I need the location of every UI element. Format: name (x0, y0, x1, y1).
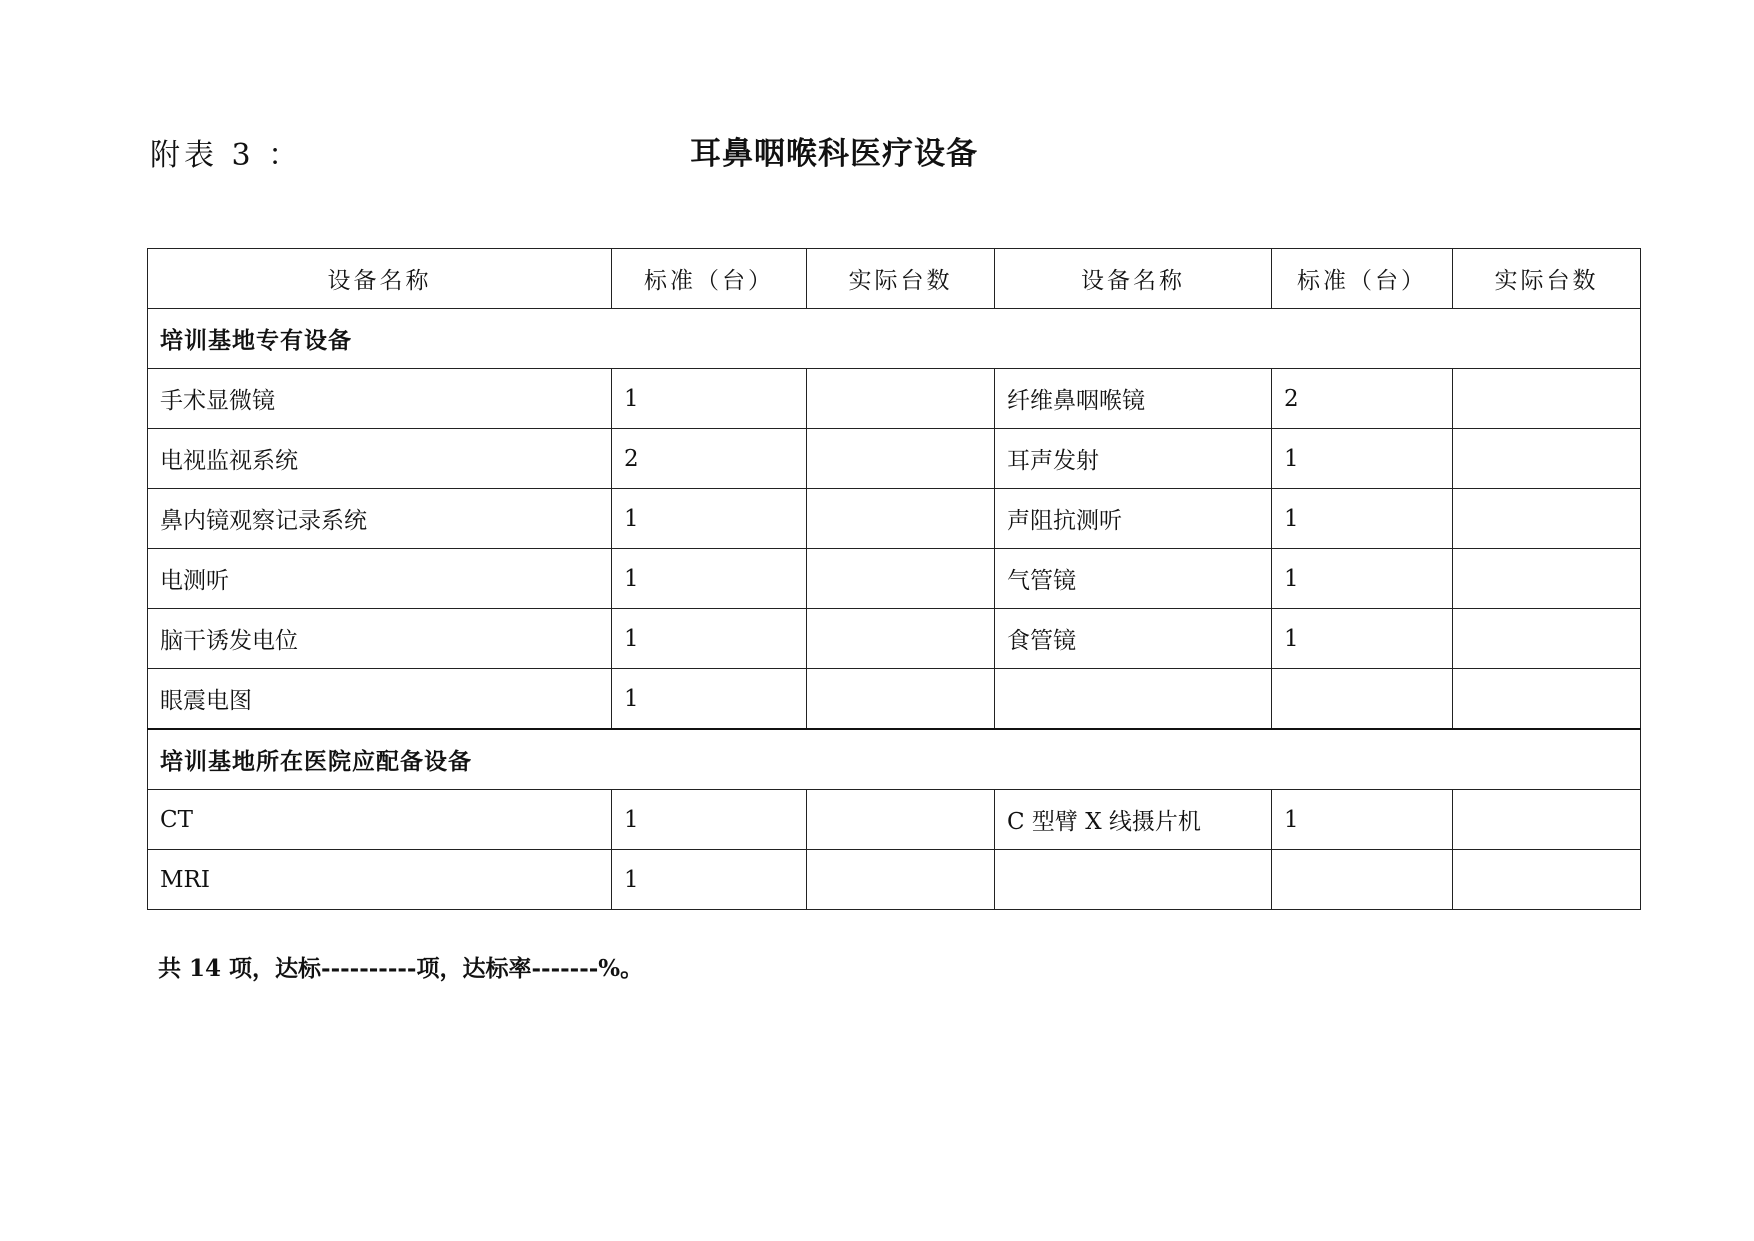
actual-count-cell[interactable] (1453, 669, 1641, 730)
standard-count: 1 (1272, 429, 1453, 489)
equipment-name (995, 850, 1272, 910)
column-header-equipment-name-1: 设备名称 (148, 249, 612, 309)
equipment-name: 纤维鼻咽喉镜 (995, 369, 1272, 429)
column-header-standard-2: 标准（台） (1272, 249, 1453, 309)
table-row (148, 489, 1641, 549)
standard-count: 2 (612, 429, 807, 489)
equipment-name: C 型臂 X 线摄片机 (995, 790, 1272, 850)
standard-count: 1 (612, 790, 807, 850)
actual-count-cell[interactable] (807, 369, 995, 429)
column-header-standard-1: 标准（台） (612, 249, 807, 309)
equipment-name: 耳声发射 (995, 429, 1272, 489)
table-row (148, 790, 1641, 850)
table-row (148, 549, 1641, 609)
equipment-name: MRI (148, 850, 612, 910)
actual-count-cell[interactable] (1453, 489, 1641, 549)
table-row (148, 369, 1641, 429)
equipment-name: 眼震电图 (148, 669, 612, 730)
actual-count-cell[interactable] (807, 669, 995, 730)
actual-count-cell[interactable] (1453, 429, 1641, 489)
actual-count-cell[interactable] (807, 790, 995, 850)
equipment-name (995, 669, 1272, 730)
appendix-label: 附表 3 ： (150, 138, 303, 173)
standard-count: 1 (612, 669, 807, 730)
standard-count: 2 (1272, 369, 1453, 429)
column-header-equipment-name-2: 设备名称 (995, 249, 1272, 309)
equipment-name: 鼻内镜观察记录系统 (148, 489, 612, 549)
standard-count: 1 (1272, 609, 1453, 669)
standard-count: 1 (612, 369, 807, 429)
standard-count: 1 (612, 549, 807, 609)
column-header-actual-count-2: 实际台数 (1453, 249, 1641, 309)
standard-count: 1 (1272, 790, 1453, 850)
section-row-hospital (148, 729, 1641, 790)
equipment-name: CT (148, 790, 612, 850)
standard-count: 1 (612, 489, 807, 549)
page-title: 耳鼻咽喉科医疗设备 (690, 136, 978, 172)
equipment-name: 电测听 (148, 549, 612, 609)
actual-count-cell[interactable] (807, 489, 995, 549)
table-row (148, 850, 1641, 910)
table-row (148, 609, 1641, 669)
equipment-name: 声阻抗测听 (995, 489, 1272, 549)
actual-count-cell[interactable] (807, 549, 995, 609)
equipment-name: 脑干诱发电位 (148, 609, 612, 669)
equipment-name: 手术显微镜 (148, 369, 612, 429)
equipment-name: 电视监视系统 (148, 429, 612, 489)
equipment-name: 食管镜 (995, 609, 1272, 669)
table-header-row (148, 249, 1641, 309)
actual-count-cell[interactable] (1453, 549, 1641, 609)
standard-count: 1 (1272, 549, 1453, 609)
actual-count-cell[interactable] (807, 429, 995, 489)
standard-count: 1 (1272, 489, 1453, 549)
compliance-summary: 共 14 项，达标----------项，达标率-------%。 (158, 955, 644, 982)
equipment-table (147, 248, 1641, 910)
standard-count: 1 (612, 609, 807, 669)
actual-count-cell[interactable] (1453, 369, 1641, 429)
standard-count (1272, 669, 1453, 730)
actual-count-cell[interactable] (807, 850, 995, 910)
actual-count-cell[interactable] (807, 609, 995, 669)
equipment-name: 气管镜 (995, 549, 1272, 609)
actual-count-cell[interactable] (1453, 850, 1641, 910)
actual-count-cell[interactable] (1453, 609, 1641, 669)
standard-count: 1 (612, 850, 807, 910)
actual-count-cell[interactable] (1453, 790, 1641, 850)
column-header-actual-count-1: 实际台数 (807, 249, 995, 309)
table-row (148, 429, 1641, 489)
section-title-dedicated-equipment: 培训基地专有设备 (148, 309, 1641, 369)
table-row (148, 669, 1641, 730)
section-title-hospital-equipment: 培训基地所在医院应配备设备 (148, 729, 1641, 790)
section-row-dedicated (148, 309, 1641, 369)
standard-count (1272, 850, 1453, 910)
